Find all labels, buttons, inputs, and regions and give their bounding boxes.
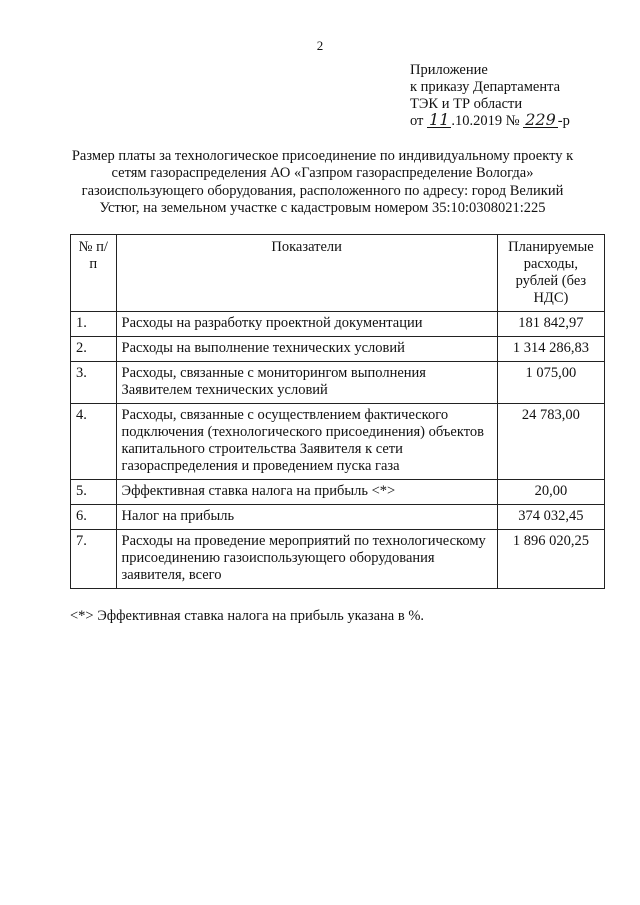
date-rest: .10.2019 № bbox=[451, 113, 520, 129]
table-row bbox=[71, 480, 605, 505]
page-number: 2 bbox=[316, 38, 324, 53]
row-num: 7. bbox=[71, 530, 117, 589]
row-cost: 1 075,00 bbox=[497, 362, 604, 404]
row-cost: 181 842,97 bbox=[497, 312, 604, 337]
handwritten-day: 11 bbox=[429, 110, 450, 129]
footnote: <*> Эффективная ставка налога на прибыль указана в %. bbox=[70, 608, 425, 624]
date-prefix: от bbox=[410, 113, 424, 129]
row-indicator: Расходы на выполнение технических условий bbox=[116, 337, 497, 362]
table-row bbox=[71, 312, 605, 337]
table-row bbox=[71, 530, 605, 589]
table-row bbox=[71, 337, 605, 362]
row-num: 6. bbox=[71, 505, 117, 530]
row-cost: 20,00 bbox=[497, 480, 604, 505]
cost-table bbox=[70, 234, 605, 589]
appendix-header bbox=[410, 62, 570, 130]
appendix-order-ref: к приказу Департамента bbox=[410, 79, 561, 95]
header-indicator: Показатели bbox=[116, 235, 497, 312]
handwritten-order-number: 229 bbox=[525, 110, 556, 129]
row-indicator: Налог на прибыль bbox=[116, 505, 497, 530]
row-num: 2. bbox=[71, 337, 117, 362]
row-cost: 24 783,00 bbox=[497, 404, 604, 480]
header-cost: Планируемые расходы, рублей (без НДС) bbox=[497, 235, 604, 312]
row-indicator: Расходы на разработку проектной документации bbox=[116, 312, 497, 337]
row-cost: 374 032,45 bbox=[497, 505, 604, 530]
row-indicator: Расходы, связанные с мониторингом выполнения Заявителем технических условий bbox=[116, 362, 497, 404]
row-indicator: Расходы, связанные с осуществлением фактического подключения (технологического присоединения) объектов капитального строительства Заявителя к сети газораспределения и проведением пуска газа bbox=[116, 404, 497, 480]
row-num: 1. bbox=[71, 312, 117, 337]
row-num: 3. bbox=[71, 362, 117, 404]
table-row bbox=[71, 505, 605, 530]
row-num: 4. bbox=[71, 404, 117, 480]
row-num: 5. bbox=[71, 480, 117, 505]
row-indicator: Расходы на проведение мероприятий по технологическому присоединению газоиспользующего оборудования заявителя, всего bbox=[116, 530, 497, 589]
header-num: № п/п bbox=[71, 235, 117, 312]
document-title: Размер платы за технологическое присоединение по индивидуальному проекту к сетям газораспределения АО «Газпром газораспределение Вологда» газоиспользующего оборудования, расположенного по адресу: город Великий Устюг, на земельном участке с кадастровым номером 35:10:0308021:225 bbox=[71, 148, 574, 216]
row-cost: 1 314 286,83 bbox=[497, 337, 604, 362]
appendix-date-line bbox=[410, 110, 570, 130]
appendix-title: Приложение bbox=[410, 62, 488, 78]
row-indicator: Эффективная ставка налога на прибыль <*> bbox=[116, 480, 497, 505]
appendix-department: ТЭК и ТР области bbox=[410, 96, 523, 112]
row-cost: 1 896 020,25 bbox=[497, 530, 604, 589]
table-header-row bbox=[71, 235, 605, 312]
order-suffix: -р bbox=[557, 113, 570, 129]
table-row bbox=[71, 362, 605, 404]
table-row bbox=[71, 404, 605, 480]
